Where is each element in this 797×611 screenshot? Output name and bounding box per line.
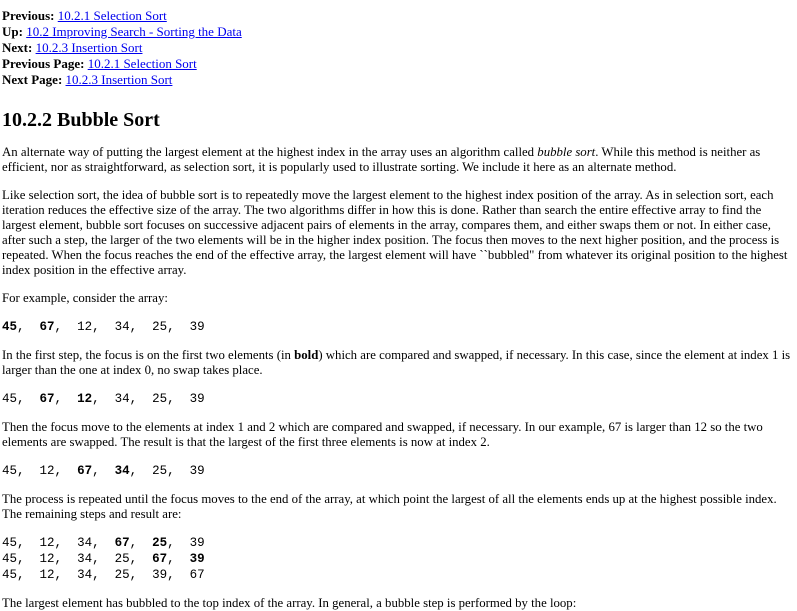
nav-label: Up: bbox=[2, 24, 23, 39]
nav-label: Previous: bbox=[2, 8, 55, 23]
array-element: 45 bbox=[2, 552, 18, 566]
array-line: 45, 67, 12, 34, 25, 39 bbox=[2, 392, 205, 406]
array-element: 67 bbox=[189, 568, 205, 582]
array-element: 25 bbox=[114, 568, 130, 582]
array-element: 25 bbox=[152, 536, 168, 550]
array-element: 12 bbox=[39, 536, 55, 550]
array-element: 34 bbox=[114, 320, 130, 334]
array-line: 45, 12, 34, 25, 67, 39 bbox=[2, 552, 205, 566]
nav-line bbox=[2, 8, 795, 24]
nav-link[interactable]: 10.2.1 Selection Sort bbox=[57, 8, 167, 23]
array-line: 45, 12, 34, 67, 25, 39 bbox=[2, 536, 205, 550]
nav-line bbox=[2, 56, 795, 72]
text-segment: The largest element has bubbled to the top index of the array. In general, a bubble step is performed by the loop: bbox=[2, 596, 577, 610]
array-element: 45 bbox=[2, 464, 18, 478]
text-segment: . While this method is neither as efficient, nor as straightforward, as selection sort, it is popularly used to illustrate sorting. We include it here as an alternate method. bbox=[2, 145, 761, 174]
array-line: 45, 67, 12, 34, 25, 39 bbox=[2, 320, 205, 334]
array-step-group bbox=[2, 535, 795, 583]
array-element: 45 bbox=[2, 536, 18, 550]
array-element: 39 bbox=[189, 392, 205, 406]
array-element: 34 bbox=[114, 392, 130, 406]
array-element: 12 bbox=[77, 320, 93, 334]
paragraph bbox=[2, 348, 795, 378]
nav-line bbox=[2, 72, 795, 88]
array-element: 12 bbox=[77, 392, 93, 406]
array-element: 12 bbox=[39, 568, 55, 582]
nav-link[interactable]: 10.2.1 Selection Sort bbox=[87, 56, 197, 71]
array-element: 67 bbox=[77, 464, 93, 478]
article-content bbox=[2, 145, 795, 611]
array-line: 45, 12, 67, 34, 25, 39 bbox=[2, 464, 205, 478]
paragraph bbox=[2, 291, 795, 306]
array-line: 45, 12, 34, 25, 39, 67 bbox=[2, 568, 205, 582]
nav-label: Next: bbox=[2, 40, 33, 55]
array-element: 45 bbox=[2, 568, 18, 582]
array-element: 39 bbox=[189, 464, 205, 478]
text-segment-italic: bubble sort bbox=[537, 145, 596, 159]
array-element: 25 bbox=[152, 464, 168, 478]
array-element: 12 bbox=[39, 552, 55, 566]
array-element: 45 bbox=[2, 392, 18, 406]
array-element: 39 bbox=[189, 536, 205, 550]
array-element: 39 bbox=[189, 552, 205, 566]
paragraph bbox=[2, 188, 795, 278]
text-segment: ) which are compared and swapped, if necessary. In this case, since the element at index 1 is larger than the one at index 0, no swap takes place. bbox=[2, 348, 791, 377]
array-element: 34 bbox=[77, 552, 93, 566]
paragraph bbox=[2, 420, 795, 450]
page-title: 10.2.2 Bubble Sort bbox=[2, 109, 160, 131]
text-segment-bold: bold bbox=[294, 348, 319, 362]
nav-link[interactable]: 10.2 Improving Search - Sorting the Data bbox=[26, 24, 242, 39]
text-segment: The process is repeated until the focus moves to the end of the array, at which point the largest of all the elements ends up at the highest possible index. The remaining steps and result are: bbox=[2, 492, 777, 521]
array-element: 34 bbox=[77, 568, 93, 582]
array-element: 67 bbox=[39, 392, 55, 406]
text-segment: For example, consider the array: bbox=[2, 291, 168, 305]
array-element: 67 bbox=[152, 552, 168, 566]
array-element: 67 bbox=[39, 320, 55, 334]
nav-link[interactable]: 10.2.3 Insertion Sort bbox=[65, 72, 173, 87]
array-element: 45 bbox=[2, 320, 18, 334]
nav-label: Next Page: bbox=[2, 72, 63, 87]
text-segment: Like selection sort, the idea of bubble sort is to repeatedly move the largest element to the highest index position of the array. As in selection sort, each iteration reduces the effective size of the array. The two algorithms differ in how this is done. Rather than search the entire effective array to find the largest element, bubble sort focuses on successive adjacent pairs of elements in the array, compares them, and either swaps them or not. In either case, after such a step, the larger of the two elements will be in the higher index position. The focus then moves to the next higher position, and the process is repeated. When the focus reaches the end of the effective array, the largest element will have ``bubbled" from whatever its original position to the highest index position in the effective array. bbox=[2, 188, 788, 277]
array-element: 34 bbox=[114, 464, 130, 478]
nav-label: Previous Page: bbox=[2, 56, 85, 71]
breadcrumb-nav bbox=[2, 8, 795, 88]
paragraph bbox=[2, 145, 795, 175]
array-element: 67 bbox=[114, 536, 130, 550]
paragraph bbox=[2, 596, 795, 611]
nav-line bbox=[2, 40, 795, 56]
nav-line bbox=[2, 24, 795, 40]
array-element: 25 bbox=[114, 552, 130, 566]
array-element: 25 bbox=[152, 320, 168, 334]
array-element: 25 bbox=[152, 392, 168, 406]
nav-link[interactable]: 10.2.3 Insertion Sort bbox=[35, 40, 143, 55]
paragraph bbox=[2, 492, 795, 522]
array-element: 39 bbox=[189, 320, 205, 334]
text-segment: Then the focus move to the elements at index 1 and 2 which are compared and swapped, if necessary. In our example, 67 is larger than 12 so the two elements are swapped. The result is that the largest of the first three elements is now at index 2. bbox=[2, 420, 763, 449]
array-element: 39 bbox=[152, 568, 168, 582]
array-element: 12 bbox=[39, 464, 55, 478]
array-element: 34 bbox=[77, 536, 93, 550]
text-segment: An alternate way of putting the largest element at the highest index in the array uses an algorithm called bbox=[2, 145, 538, 159]
text-segment: In the first step, the focus is on the first two elements (in bbox=[2, 348, 295, 362]
